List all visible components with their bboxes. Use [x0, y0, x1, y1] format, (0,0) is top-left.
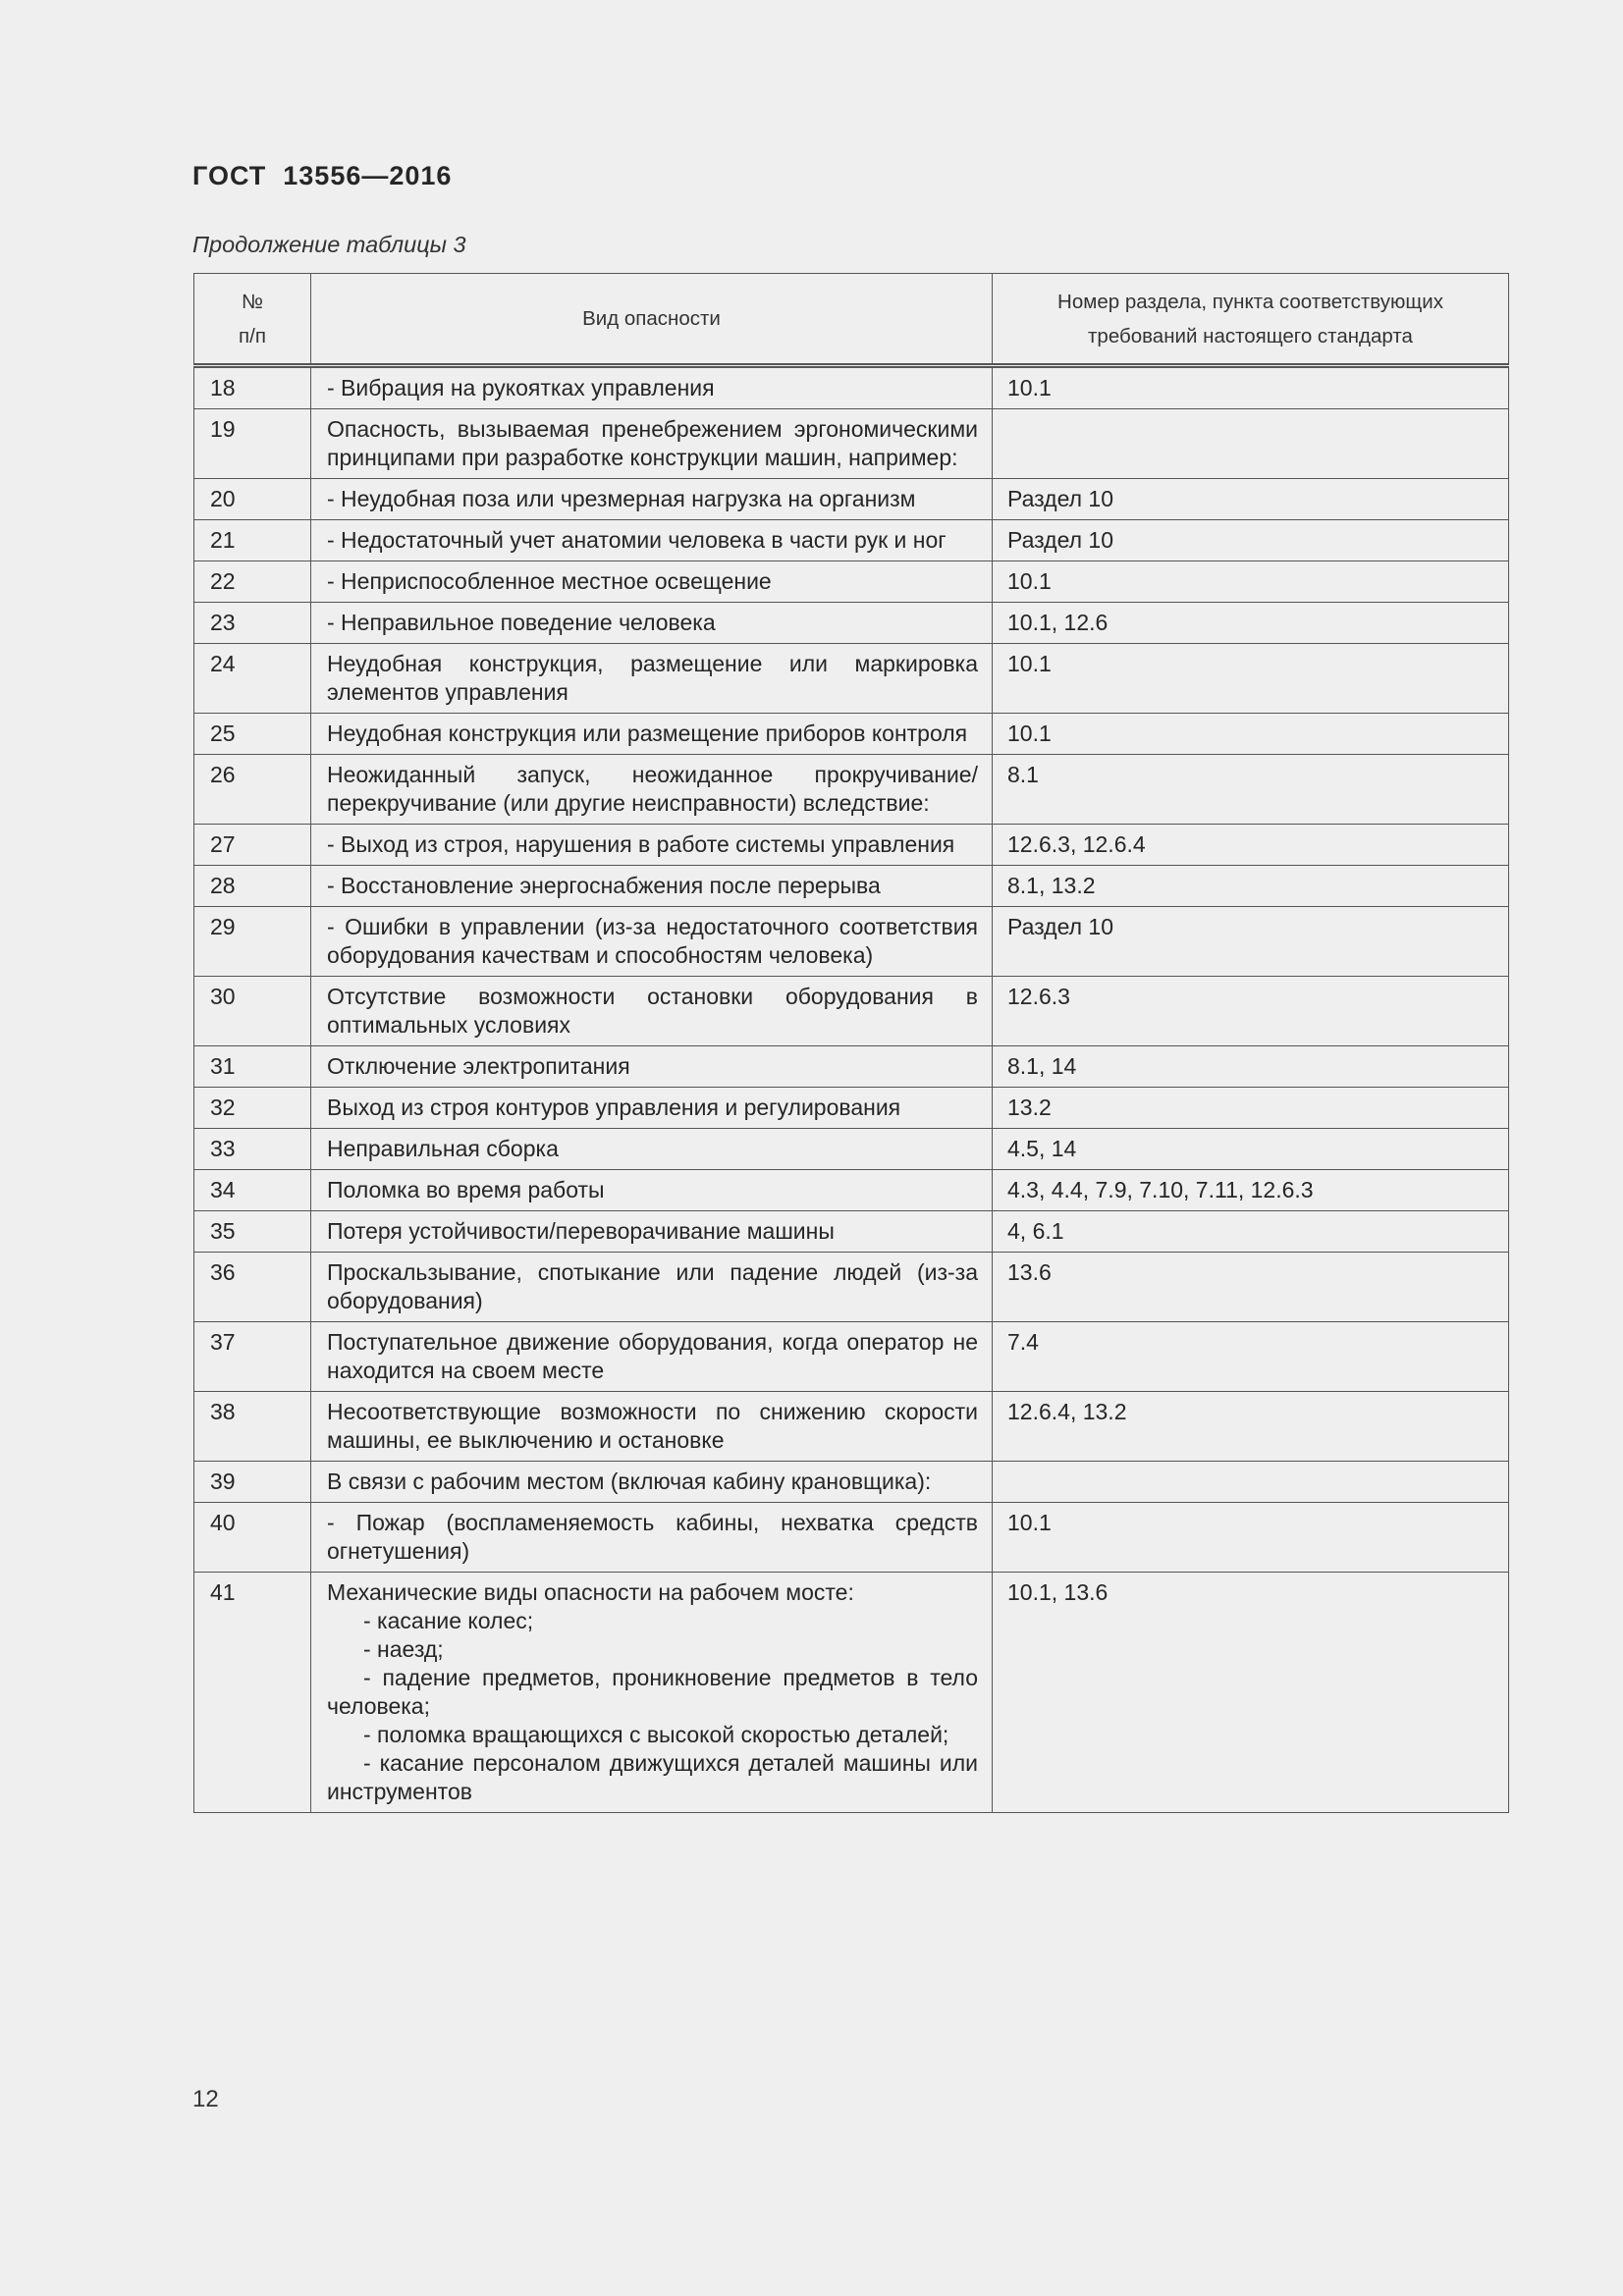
reference-cell	[993, 561, 1509, 603]
row-number: 35	[210, 1218, 236, 1244]
reference-cell	[993, 1322, 1509, 1392]
hazard-cell	[311, 520, 993, 561]
hazard-cell	[311, 561, 993, 603]
standard-reference: 10.1	[1007, 721, 1052, 746]
reference-cell	[993, 1046, 1509, 1088]
hazard-description: - Неприспособленное местное освещение	[327, 568, 772, 594]
row-number: 19	[210, 416, 236, 442]
row-number-cell	[194, 825, 311, 866]
row-number-cell	[194, 977, 311, 1046]
row-number: 20	[210, 486, 236, 511]
hazard-cell	[311, 1129, 993, 1170]
row-number-cell	[194, 1503, 311, 1573]
reference-cell	[993, 1088, 1509, 1129]
hazard-description: Неожиданный запуск, неожиданное прокручивание/перекручивание (или другие неисправности) вследствие:	[327, 762, 978, 816]
row-number-cell	[194, 366, 311, 409]
table-row	[194, 1253, 1509, 1322]
row-number-cell	[194, 520, 311, 561]
row-number: 29	[210, 914, 236, 939]
row-number-cell	[194, 1088, 311, 1129]
hazard-cell	[311, 1462, 993, 1503]
row-number: 31	[210, 1053, 236, 1079]
row-number: 37	[210, 1329, 236, 1355]
reference-cell	[993, 825, 1509, 866]
table-row	[194, 1322, 1509, 1392]
table-row	[194, 1573, 1509, 1813]
standard-reference: 10.1	[1007, 375, 1052, 400]
row-number: 21	[210, 527, 236, 553]
row-number: 25	[210, 721, 236, 746]
table-row	[194, 1462, 1509, 1503]
table-row	[194, 1503, 1509, 1573]
reference-cell	[993, 1462, 1509, 1503]
hazard-description: - Неудобная поза или чрезмерная нагрузка на организм	[327, 486, 916, 511]
hazard-description: Поступательное движение оборудования, когда оператор не находится на своем месте	[327, 1329, 978, 1383]
hazard-description: - Пожар (воспламеняемость кабины, нехватка средств огнетушения)	[327, 1510, 978, 1564]
row-number-cell	[194, 1129, 311, 1170]
row-number-cell	[194, 1253, 311, 1322]
standard-reference: 13.6	[1007, 1259, 1052, 1285]
row-number: 24	[210, 651, 236, 676]
standard-reference: 13.2	[1007, 1095, 1052, 1120]
reference-cell	[993, 1503, 1509, 1573]
row-number-cell	[194, 603, 311, 644]
standard-reference: 4.5, 14	[1007, 1136, 1077, 1161]
hazard-description: Потеря устойчивости/переворачивание машины	[327, 1218, 835, 1244]
table-row	[194, 1392, 1509, 1462]
table-row	[194, 366, 1509, 409]
table-body	[194, 366, 1509, 1813]
hazard-cell	[311, 603, 993, 644]
reference-cell	[993, 644, 1509, 714]
table-row	[194, 561, 1509, 603]
row-number: 36	[210, 1259, 236, 1285]
row-number: 28	[210, 873, 236, 898]
hazard-cell	[311, 1046, 993, 1088]
reference-cell	[993, 1170, 1509, 1211]
hazard-description: - Неправильное поведение человека	[327, 610, 716, 635]
hazard-cell	[311, 366, 993, 409]
row-number-cell	[194, 1170, 311, 1211]
row-number-cell	[194, 1392, 311, 1462]
standard-reference: Раздел 10	[1007, 527, 1113, 553]
row-number: 27	[210, 831, 236, 857]
hazard-sub-item: - поломка вращающихся с высокой скоростью деталей;	[363, 1722, 949, 1747]
standard-reference: 4, 6.1	[1007, 1218, 1064, 1244]
row-number-cell	[194, 1046, 311, 1088]
standard-reference: 10.1	[1007, 651, 1052, 676]
reference-cell	[993, 1129, 1509, 1170]
reference-cell	[993, 1573, 1509, 1813]
hazard-cell	[311, 1573, 993, 1813]
hazard-description: Неправильная сборка	[327, 1136, 559, 1161]
table-row	[194, 907, 1509, 977]
hazard-cell	[311, 1211, 993, 1253]
row-number: 22	[210, 568, 236, 594]
table-row	[194, 1046, 1509, 1088]
hazard-description: Поломка во время работы	[327, 1177, 605, 1202]
row-number: 32	[210, 1095, 236, 1120]
row-number: 23	[210, 610, 236, 635]
hazards-table	[193, 273, 1509, 1813]
hazard-cell	[311, 644, 993, 714]
table-row	[194, 1211, 1509, 1253]
reference-cell	[993, 907, 1509, 977]
row-number: 33	[210, 1136, 236, 1161]
standard-reference: 10.1	[1007, 1510, 1052, 1535]
hazard-sub-item: - касание персоналом движущихся деталей машины или инструментов	[327, 1750, 978, 1804]
reference-cell	[993, 603, 1509, 644]
table-header-row	[194, 274, 1509, 366]
hazard-cell	[311, 1503, 993, 1573]
table-row	[194, 644, 1509, 714]
standard-title: ГОСТ 13556—2016	[192, 161, 453, 190]
hazard-description: Выход из строя контуров управления и регулирования	[327, 1095, 901, 1120]
table-row	[194, 1129, 1509, 1170]
hazard-cell	[311, 1253, 993, 1322]
hazard-cell	[311, 1170, 993, 1211]
row-number: 34	[210, 1177, 236, 1202]
reference-cell	[993, 755, 1509, 825]
row-number: 18	[210, 375, 236, 400]
row-number-cell	[194, 1573, 311, 1813]
row-number-cell	[194, 714, 311, 755]
column-header-number	[194, 274, 311, 366]
row-number: 26	[210, 762, 236, 787]
standard-reference: 7.4	[1007, 1329, 1039, 1355]
table-row	[194, 1170, 1509, 1211]
standard-reference	[993, 409, 1508, 421]
standard-reference: 12.6.3	[1007, 984, 1070, 1009]
reference-cell	[993, 866, 1509, 907]
hazard-sub-item: - наезд;	[363, 1636, 444, 1662]
reference-cell	[993, 479, 1509, 520]
table-row	[194, 409, 1509, 479]
table-row	[194, 714, 1509, 755]
table-row	[194, 825, 1509, 866]
reference-cell	[993, 1253, 1509, 1322]
hazard-cell	[311, 409, 993, 479]
table-row	[194, 755, 1509, 825]
reference-cell	[993, 1392, 1509, 1462]
standard-reference: 10.1	[1007, 568, 1052, 594]
hazard-cell	[311, 825, 993, 866]
hazard-description: Несоответствующие возможности по снижению скорости машины, ее выключению и остановке	[327, 1399, 978, 1453]
hazard-cell	[311, 1088, 993, 1129]
hazard-cell	[311, 1392, 993, 1462]
hazard-cell	[311, 907, 993, 977]
column-header-number-line2: п/п	[239, 324, 266, 347]
hazard-sub-item: - падение предметов, проникновение предметов в тело человека;	[327, 1665, 978, 1719]
hazard-description	[311, 1573, 992, 1812]
hazard-description: - Ошибки в управлении (из-за недостаточного соответствия оборудования качествам и способностям человека)	[327, 914, 978, 968]
reference-cell	[993, 977, 1509, 1046]
row-number-cell	[194, 479, 311, 520]
hazard-description: - Восстановление энергоснабжения после перерыва	[327, 873, 881, 898]
hazard-description: - Вибрация на рукоятках управления	[327, 375, 715, 400]
table-row	[194, 520, 1509, 561]
hazard-cell	[311, 755, 993, 825]
table-row	[194, 977, 1509, 1046]
standard-reference: 4.3, 4.4, 7.9, 7.10, 7.11, 12.6.3	[1007, 1177, 1314, 1202]
hazard-description: Неудобная конструкция или размещение приборов контроля	[327, 721, 968, 746]
row-number-cell	[194, 755, 311, 825]
reference-cell	[993, 366, 1509, 409]
standard-reference: 8.1, 13.2	[1007, 873, 1096, 898]
hazard-description: - Недостаточный учет анатомии человека в части рук и ног	[327, 527, 947, 553]
standard-reference: 8.1, 14	[1007, 1053, 1077, 1079]
standard-reference	[993, 1462, 1508, 1473]
row-number-cell	[194, 1211, 311, 1253]
standard-reference: Раздел 10	[1007, 486, 1113, 511]
reference-cell	[993, 409, 1509, 479]
row-number: 30	[210, 984, 236, 1009]
reference-cell	[993, 1211, 1509, 1253]
hazard-cell	[311, 866, 993, 907]
page-number: 12	[192, 2086, 219, 2112]
standard-reference: 10.1, 12.6	[1007, 610, 1109, 635]
hazard-sub-item: - касание колес;	[363, 1608, 534, 1633]
hazard-description: Отключение электропитания	[327, 1053, 630, 1079]
row-number-cell	[194, 561, 311, 603]
hazard-description: - Выход из строя, нарушения в работе системы управления	[327, 831, 955, 857]
row-number-cell	[194, 409, 311, 479]
standard-reference: 12.6.3, 12.6.4	[1007, 831, 1146, 857]
hazard-description: Проскальзывание, спотыкание или падение людей (из-за оборудования)	[327, 1259, 978, 1313]
hazard-lead-text: Механические виды опасности на рабочем мосте:	[327, 1579, 854, 1605]
column-header-number-line1: №	[242, 290, 263, 313]
row-number: 38	[210, 1399, 236, 1424]
reference-cell	[993, 520, 1509, 561]
column-header-reference	[993, 274, 1509, 366]
hazard-description: Неудобная конструкция, размещение или маркировка элементов управления	[327, 651, 978, 705]
row-number-cell	[194, 866, 311, 907]
standard-reference: Раздел 10	[1007, 914, 1113, 939]
column-header-hazard: Вид опасности	[311, 274, 993, 366]
table-row	[194, 866, 1509, 907]
hazard-cell	[311, 977, 993, 1046]
table-row	[194, 479, 1509, 520]
hazard-description: В связи с рабочим местом (включая кабину крановщика):	[327, 1468, 932, 1494]
column-header-reference-line2: требований настоящего стандарта	[1088, 324, 1413, 347]
hazard-cell	[311, 714, 993, 755]
row-number-cell	[194, 1462, 311, 1503]
row-number: 41	[210, 1579, 236, 1605]
row-number-cell	[194, 1322, 311, 1392]
row-number-cell	[194, 907, 311, 977]
standard-reference: 12.6.4, 13.2	[1007, 1399, 1127, 1424]
column-header-reference-line1: Номер раздела, пункта соответствующих	[1057, 290, 1443, 313]
hazard-description: Опасность, вызываемая пренебрежением эргономическими принципами при разработке конструкции машин, например:	[327, 416, 978, 470]
standard-reference: 10.1, 13.6	[1007, 1579, 1109, 1605]
table-caption: Продолжение таблицы 3	[192, 232, 466, 257]
hazard-description: Отсутствие возможности остановки оборудования в оптимальных условиях	[327, 984, 978, 1038]
hazard-cell	[311, 479, 993, 520]
row-number: 39	[210, 1468, 236, 1494]
table-row	[194, 603, 1509, 644]
hazard-cell	[311, 1322, 993, 1392]
row-number: 40	[210, 1510, 236, 1535]
table-row	[194, 1088, 1509, 1129]
reference-cell	[993, 714, 1509, 755]
standard-reference: 8.1	[1007, 762, 1039, 787]
row-number-cell	[194, 644, 311, 714]
